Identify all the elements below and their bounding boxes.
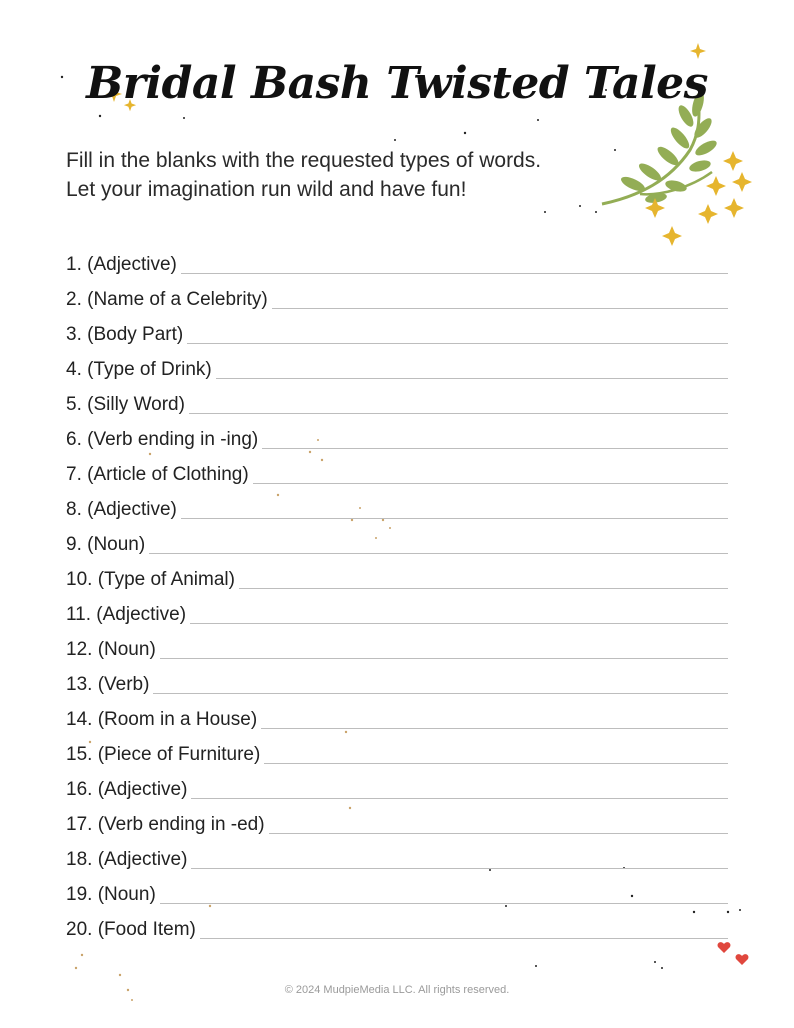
prompt-label: 1. (Adjective)	[66, 254, 177, 275]
answer-blank-line[interactable]	[264, 762, 728, 764]
prompt-label: 20. (Food Item)	[66, 919, 196, 940]
answer-blank-line[interactable]	[160, 902, 728, 904]
prompt-label: 15. (Piece of Furniture)	[66, 744, 261, 765]
answer-blank-line[interactable]	[272, 307, 728, 309]
copyright-footer: © 2024 MudpieMedia LLC. All rights reserved.	[284, 984, 510, 996]
prompt-row	[66, 872, 728, 907]
prompt-row	[66, 557, 728, 592]
prompt-label: 9. (Noun)	[66, 534, 146, 555]
prompt-row	[66, 907, 728, 942]
prompt-row	[66, 312, 728, 347]
prompt-row	[66, 347, 728, 382]
instructions-line: Fill in the blanks with the requested types of words.	[66, 149, 542, 172]
prompt-label: 2. (Name of a Celebrity)	[66, 289, 268, 310]
answer-blank-line[interactable]	[262, 447, 728, 449]
answer-blank-line[interactable]	[187, 342, 728, 344]
answer-blank-line[interactable]	[149, 552, 728, 554]
prompt-row	[66, 382, 728, 417]
answer-blank-line[interactable]	[191, 797, 728, 799]
prompt-label: 3. (Body Part)	[66, 324, 184, 345]
prompt-row	[66, 767, 728, 802]
answer-blank-line[interactable]	[153, 692, 728, 694]
prompt-row	[66, 277, 728, 312]
prompt-row	[66, 802, 728, 837]
answer-blank-line[interactable]	[181, 272, 728, 274]
page-title: Bridal Bash Twisted Tales	[86, 58, 708, 109]
prompt-row	[66, 697, 728, 732]
prompt-row	[66, 242, 728, 277]
prompt-label: 12. (Noun)	[66, 639, 156, 660]
answer-blank-line[interactable]	[181, 517, 728, 519]
instructions-line: Let your imagination run wild and have fun!	[66, 178, 467, 201]
answer-blank-line[interactable]	[216, 377, 728, 379]
prompt-label: 14. (Room in a House)	[66, 709, 258, 730]
answer-blank-line[interactable]	[191, 867, 728, 869]
prompt-list	[66, 242, 728, 942]
answer-blank-line[interactable]	[269, 832, 728, 834]
answer-blank-line[interactable]	[189, 412, 728, 414]
prompt-label: 6. (Verb ending in -ing)	[66, 429, 259, 450]
prompt-label: 10. (Type of Animal)	[66, 569, 235, 590]
prompt-label: 18. (Adjective)	[66, 849, 188, 870]
prompt-row	[66, 732, 728, 767]
prompt-label: 13. (Verb)	[66, 674, 150, 695]
prompt-label: 8. (Adjective)	[66, 499, 177, 520]
prompt-label: 16. (Adjective)	[66, 779, 188, 800]
prompt-label: 19. (Noun)	[66, 884, 156, 905]
answer-blank-line[interactable]	[190, 622, 728, 624]
instructions	[66, 146, 666, 204]
answer-blank-line[interactable]	[253, 482, 728, 484]
prompt-row	[66, 592, 728, 627]
answer-blank-line[interactable]	[200, 937, 728, 939]
prompt-label: 11. (Adjective)	[66, 604, 187, 625]
heart-icon	[718, 942, 749, 965]
prompt-row	[66, 662, 728, 697]
prompt-row	[66, 522, 728, 557]
prompt-row	[66, 627, 728, 662]
prompt-label: 4. (Type of Drink)	[66, 359, 212, 380]
prompt-row	[66, 417, 728, 452]
prompt-row	[66, 452, 728, 487]
answer-blank-line[interactable]	[239, 587, 728, 589]
prompt-row	[66, 487, 728, 522]
prompt-label: 7. (Article of Clothing)	[66, 464, 249, 485]
answer-blank-line[interactable]	[160, 657, 728, 659]
answer-blank-line[interactable]	[261, 727, 728, 729]
prompt-label: 17. (Verb ending in -ed)	[66, 814, 265, 835]
prompt-row	[66, 837, 728, 872]
prompt-label: 5. (Silly Word)	[66, 394, 185, 415]
